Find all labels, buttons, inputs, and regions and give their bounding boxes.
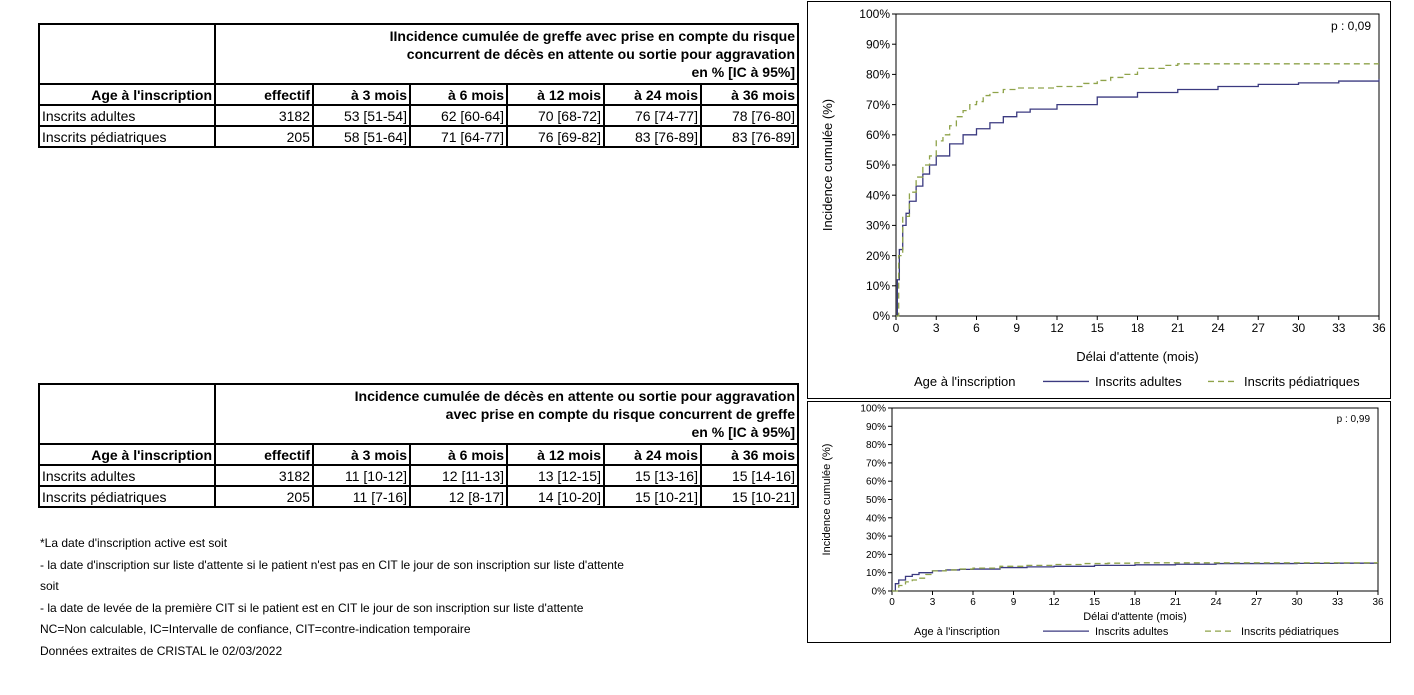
deces-incidence-table: [38, 383, 799, 508]
col-header-effectif: effectif: [215, 444, 313, 465]
table-row: [39, 465, 798, 486]
x-tick-label: 33: [1332, 321, 1346, 335]
cell-effectif: 3182: [215, 465, 313, 486]
x-axis-label: Délai d'attente (mois): [1083, 611, 1187, 623]
x-tick-label: 15: [1088, 597, 1101, 608]
col-header-3m: à 3 mois: [313, 84, 410, 105]
col-header-12m: à 12 mois: [507, 84, 604, 105]
x-tick-label: 36: [1372, 321, 1386, 335]
col-header-12m: à 12 mois: [507, 444, 604, 465]
col-header-36m: à 36 mois: [701, 444, 798, 465]
y-tick-label: 20%: [865, 549, 886, 561]
series-line-adultes: [896, 79, 1379, 316]
y-tick-label: 90%: [865, 421, 886, 433]
chart-svg: [808, 402, 1390, 642]
cell-value: 71 [64-77]: [410, 126, 507, 147]
footnote-line: *La date d'inscription active est soit: [40, 536, 228, 550]
legend-label-adultes: Inscrits adultes: [1095, 626, 1169, 638]
x-tick-label: 27: [1250, 597, 1263, 608]
x-tick-label: 24: [1210, 597, 1222, 608]
cell-value: 13 [12-15]: [507, 465, 604, 486]
y-tick-label: 40%: [865, 188, 890, 203]
y-tick-label: 10%: [865, 279, 890, 293]
table-header-row: [39, 444, 798, 465]
legend-title: Age à l'inscription: [914, 374, 1016, 389]
table-title: [215, 24, 798, 84]
table-header-row: [39, 84, 798, 105]
x-tick-label: 21: [1169, 597, 1182, 608]
x-tick-label: 30: [1291, 597, 1303, 608]
x-tick-label: 36: [1372, 597, 1384, 608]
row-label: Inscrits adultes: [39, 465, 215, 486]
footnotes: [40, 533, 624, 662]
x-tick-label: 15: [1090, 321, 1104, 335]
cell-value: 15 [14-16]: [701, 465, 798, 486]
x-tick-label: 18: [1129, 597, 1141, 608]
plot-area-frame: [896, 14, 1379, 316]
cell-value: 15 [10-21]: [701, 486, 798, 507]
footnote-line: soit: [40, 579, 59, 593]
y-tick-label: 30%: [865, 531, 886, 543]
legend-label-adultes: Inscrits adultes: [1095, 374, 1182, 389]
y-tick-label: 40%: [865, 513, 886, 525]
cell-value: 11 [7-16]: [313, 486, 410, 507]
series-line-adultes: [892, 563, 1378, 591]
x-tick-label: 9: [1010, 597, 1017, 608]
x-tick-label: 3: [929, 597, 936, 608]
series-line-pediatriques: [896, 64, 1379, 316]
p-value-annotation: p : 0,99: [1336, 414, 1370, 425]
y-tick-label: 70%: [865, 97, 890, 112]
chart-svg: [808, 2, 1390, 398]
table-row: [39, 486, 798, 507]
table-row: [39, 126, 798, 147]
x-tick-label: 24: [1211, 321, 1225, 335]
cell-effectif: 205: [215, 486, 313, 507]
col-header-age: Age à l'inscription: [39, 84, 215, 105]
col-header-36m: à 36 mois: [701, 84, 798, 105]
table-title-line-2: avec prise en compte du risque concurrent de greffe: [445, 406, 795, 422]
cell-value: 70 [68-72]: [507, 105, 604, 126]
x-tick-label: 6: [973, 321, 980, 335]
col-header-age: Age à l'inscription: [39, 444, 215, 465]
cell-value: 11 [10-12]: [313, 465, 410, 486]
y-tick-label: 60%: [865, 476, 886, 488]
y-tick-label: 20%: [865, 248, 890, 263]
table-title-line-2: concurrent de décès en attente ou sortie pour aggravation: [406, 46, 795, 62]
cell-value: 76 [74-77]: [604, 105, 701, 126]
y-tick-label: 30%: [865, 218, 890, 233]
y-tick-label: 60%: [865, 128, 890, 142]
x-tick-label: 3: [932, 321, 940, 335]
y-tick-label: 80%: [865, 440, 886, 452]
row-label: Inscrits pédiatriques: [39, 126, 215, 147]
x-tick-label: 0: [889, 597, 895, 608]
y-tick-label: 50%: [865, 495, 886, 506]
cell-effectif: 205: [215, 126, 313, 147]
x-tick-label: 30: [1291, 321, 1306, 335]
legend-label-pediatriques: Inscrits pédiatriques: [1244, 374, 1360, 389]
x-tick-label: 27: [1251, 321, 1265, 335]
cell-value: 78 [76-80]: [701, 105, 798, 126]
cell-effectif: 3182: [215, 105, 313, 126]
footnote-line: NC=Non calculable, IC=Intervalle de confiance, CIT=contre-indication temporaire: [40, 622, 471, 636]
col-header-6m: à 6 mois: [410, 84, 507, 105]
table-title-line-3: en % [IC à 95%]: [691, 64, 795, 80]
cell-value: 12 [11-13]: [410, 465, 507, 486]
x-tick-label: 6: [970, 597, 976, 608]
table-title-line-1: IIncidence cumulée de greffe avec prise en compte du risque: [389, 28, 795, 44]
y-tick-label: 70%: [865, 458, 886, 470]
cell-value: 14 [10-20]: [507, 486, 604, 507]
x-tick-label: 18: [1130, 321, 1145, 335]
p-value-annotation: p : 0,09: [1330, 19, 1371, 33]
y-axis-label: Incidence cumulée (%): [821, 443, 833, 556]
cell-value: 76 [69-82]: [507, 126, 604, 147]
x-tick-label: 0: [892, 321, 900, 335]
y-tick-label: 100%: [860, 403, 886, 415]
y-tick-label: 0%: [872, 309, 890, 324]
table-corner-cell: [39, 24, 215, 84]
footnote-line: Données extraites de CRISTAL le 02/03/2022: [40, 643, 283, 658]
cell-value: 15 [10-21]: [604, 486, 701, 507]
cell-value: 83 [76-89]: [701, 126, 798, 147]
y-tick-label: 50%: [865, 158, 890, 173]
x-tick-label: 12: [1050, 321, 1064, 335]
table-row: [39, 105, 798, 126]
x-tick-label: 9: [1013, 321, 1021, 335]
cell-value: 53 [51-54]: [313, 105, 410, 126]
y-tick-label: 0%: [871, 586, 886, 598]
table-title: [215, 384, 798, 444]
cell-value: 83 [76-89]: [604, 126, 701, 147]
cell-value: 58 [51-64]: [313, 126, 410, 147]
legend-title: Age à l'inscription: [914, 626, 1000, 638]
footnote-line: - la date de levée de la première CIT si le patient est en CIT le jour de son inscription sur liste d'attente: [40, 600, 584, 615]
row-label: Inscrits pédiatriques: [39, 486, 215, 507]
deces-incidence-chart: [807, 401, 1391, 643]
legend-label-pediatriques: Inscrits pédiatriques: [1241, 626, 1339, 638]
cell-value: 62 [60-64]: [410, 105, 507, 126]
x-tick-label: 33: [1331, 597, 1344, 608]
table-title-line-3: en % [IC à 95%]: [691, 424, 795, 440]
x-tick-label: 21: [1171, 321, 1185, 335]
col-header-6m: à 6 mois: [410, 444, 507, 465]
greffe-incidence-chart: [807, 1, 1391, 399]
x-axis-label: Délai d'attente (mois): [1076, 349, 1199, 364]
y-tick-label: 80%: [865, 67, 890, 82]
col-header-24m: à 24 mois: [604, 444, 701, 465]
x-tick-label: 12: [1048, 597, 1060, 608]
footnote-line: - la date d'inscription sur liste d'attente si le patient n'est pas en CIT le jour de son inscription sur liste d'attente: [40, 557, 624, 572]
table-corner-cell: [39, 384, 215, 444]
col-header-24m: à 24 mois: [604, 84, 701, 105]
series-line-pediatriques: [892, 563, 1378, 591]
col-header-effectif: effectif: [215, 84, 313, 105]
y-tick-label: 100%: [859, 7, 890, 22]
y-tick-label: 10%: [865, 568, 886, 580]
table-title-line-1: Incidence cumulée de décès en attente ou sortie pour aggravation: [354, 388, 795, 404]
y-tick-label: 90%: [865, 37, 890, 52]
col-header-3m: à 3 mois: [313, 444, 410, 465]
y-axis-label: Incidence cumulée (%): [820, 98, 835, 232]
row-label: Inscrits adultes: [39, 105, 215, 126]
cell-value: 15 [13-16]: [604, 465, 701, 486]
greffe-incidence-table: [38, 23, 799, 148]
cell-value: 12 [8-17]: [410, 486, 507, 507]
